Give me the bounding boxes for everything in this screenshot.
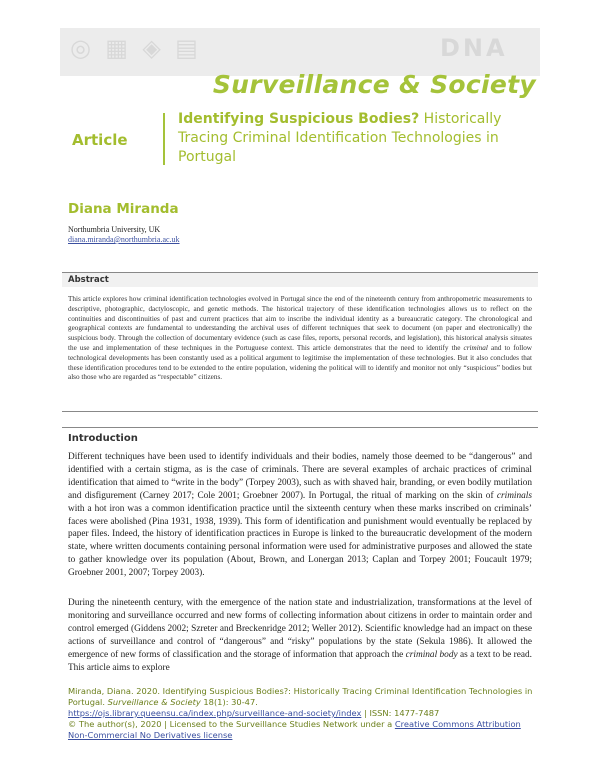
abstract-emphasis: criminal: [463, 343, 488, 352]
paragraph-text: Different techniques have been used to identify individuals and their bodies, namely those deemed to be “dangerous” and identified with a certain stigma, as is the case of criminals. There are several examples of archaic practices of criminal identification that aimed to “write in the body” (Torpey 2003), such as with shaved hair, branding, or even bodily mutilation and disfigurement (Carney 2017; Cole 2001; Groebner 2007). In Portugal, the ritual of marking on the skin of: [68, 452, 532, 501]
paragraph-emphasis: criminal body: [405, 649, 458, 660]
citation-text: Miranda, Diana. 2020. Identifying Suspicious Bodies?: Historically Tracing Criminal Identification Technologies in Portugal.: [68, 686, 533, 707]
paragraph-text: During the nineteenth century, with the emergence of the nation state and industrialization, transformations at the level of monitoring and surveillance occurred and new forms of collecting information about citizens in order to maintain order and control emerged (Giddens 2002; Szreter and Breckenridge 2012; Weller 2012). Scientific knowledge had an impact on these actions of surveillance and control of “dangerous” and “risky” populations by the state (Sekula 1986). It allowed the emergence of new forms of classification and the storage of information that approach the: [68, 598, 532, 660]
journal-url-link[interactable]: https://ojs.library.queensu.ca/index.php/surveillance-and-society/index: [68, 707, 362, 718]
author-affiliation-block: [68, 225, 180, 245]
paragraph-text: as a text to be read. This article aims to explore: [68, 649, 532, 673]
section-divider: [62, 427, 538, 428]
intro-paragraph-1: [68, 451, 532, 580]
abstract-heading: Abstract: [68, 275, 109, 285]
author-email-link[interactable]: diana.miranda@northumbria.ac.uk: [68, 235, 180, 244]
title-divider: [163, 113, 165, 165]
license-link[interactable]: Creative Commons Attribution Non-Commercial No Derivatives license: [68, 718, 521, 740]
intro-paragraph-2: [68, 597, 532, 674]
title-rest: Historically Tracing Criminal Identification Technologies in Portugal: [178, 111, 502, 165]
journal-banner: [60, 28, 540, 108]
issn-text: | ISSN: 1477-7487: [361, 707, 440, 718]
abstract-text: [68, 295, 532, 383]
author-name: Diana Miranda: [68, 201, 179, 217]
journal-name: Surveillance & Society: [212, 70, 536, 99]
author-affiliation: Northumbria University, UK: [68, 225, 161, 234]
introduction-heading: Introduction: [68, 433, 138, 444]
paragraph-emphasis: criminals: [496, 490, 532, 501]
banner-decoration: [60, 28, 540, 76]
title-bold: Identifying Suspicious Bodies?: [178, 111, 420, 127]
abstract-text-part: This article explores how criminal identification technologies evolved in Portugal since the end of the nineteenth century from anthropometric measurements to descriptive, photographic, dactyloscopic, and genetic methods. The historical trajectory of these identification technologies allows us to reflect on the continuities and discontinuities of past and current practices that aim to inscribe the individual identity as a bureaucratic category. The chronological and geographical contexts are fundamental to understanding the archival uses of different techniques that seek to document (on paper and electronically) the suspicious body. Through the collection of documentary evidence (such as case files, reports, personal records, and legislation), this historical analysis situates the use and implementation of these techniques in the Portuguese context. This article demonstrates that the need to identify the: [68, 295, 532, 352]
license-text: © The author(s), 2020 | Licensed to the Surveillance Studies Network under a: [68, 718, 395, 729]
paragraph-text: with a hot iron was a common identification practice until the sixteenth century when these marks inscribed on criminals’ faces were abolished (Pina 1931, 1938, 1939). This form of identification and punishment would eventually be replaced by paper files. Indeed, the history of identification practices in Europe is linked to the bureaucratic development of the modern state, where written documents containing personal information were used for administrative purposes and allowed the state to gather knowledge over its population (About, Brown, and Lonergan 2013; Caplan and Torpey 2001; Foucault 1979; Groebner 2001, 2007; Torpey 2003).: [68, 503, 532, 579]
citation-text: 18(1): 30-47.: [200, 696, 258, 707]
citation-journal: Surveillance & Society: [107, 696, 201, 707]
article-title: [178, 110, 530, 167]
abstract-section: [62, 272, 538, 412]
abstract-header-bar: [62, 273, 538, 287]
article-type-label: Article: [72, 131, 128, 149]
citation-footer: [68, 686, 538, 741]
decor-glyph: DNA: [440, 34, 508, 62]
abstract-text-part: and to follow technological developments has been constantly used as a political argument to legitimise the implementation of these technologies. But it also concludes that these identification procedures tend to be extended to the entire population, widening the political will to identify and monitor not only “suspicious” bodies but also those who are regarded as “respectable” citizens.: [68, 343, 532, 382]
decor-glyph: ◎ ▦ ◈ ▤: [70, 34, 201, 62]
